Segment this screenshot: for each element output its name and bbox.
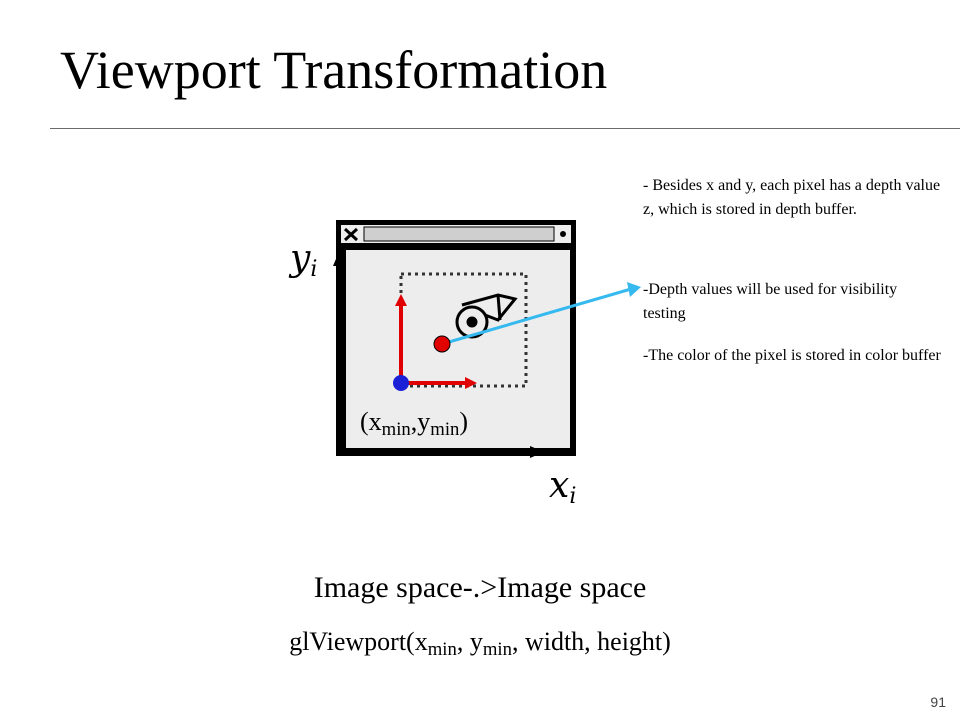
y-axis-label: yi bbox=[290, 238, 318, 282]
space-mapping-heading: Image space-.>Image space bbox=[313, 571, 647, 604]
slide-title: Viewport Transformation bbox=[60, 40, 608, 100]
origin-coordinate-label: $(x_{min},y_{min})$ bbox=[360, 407, 469, 441]
page-number: 91 bbox=[930, 694, 946, 710]
x-axis-label: xi bbox=[549, 465, 577, 509]
pixel-point bbox=[434, 336, 450, 352]
window-menu-icon bbox=[556, 226, 570, 242]
note-depth-value: - Besides x and y, each pixel has a depth value z, which is stored in depth buffer. bbox=[643, 177, 941, 218]
window-title-strip bbox=[364, 227, 554, 241]
close-icon bbox=[342, 226, 360, 242]
origin-point bbox=[393, 375, 409, 391]
note-visibility: -Depth values will be used for visibility testing bbox=[643, 281, 898, 322]
callout-arrowhead bbox=[627, 282, 641, 297]
glviewport-call: $glViewport(x_{min}$, $y_{min}$, width, height) bbox=[289, 627, 671, 661]
note-color-buffer: -The color of the pixel is stored in color buffer bbox=[643, 347, 941, 364]
